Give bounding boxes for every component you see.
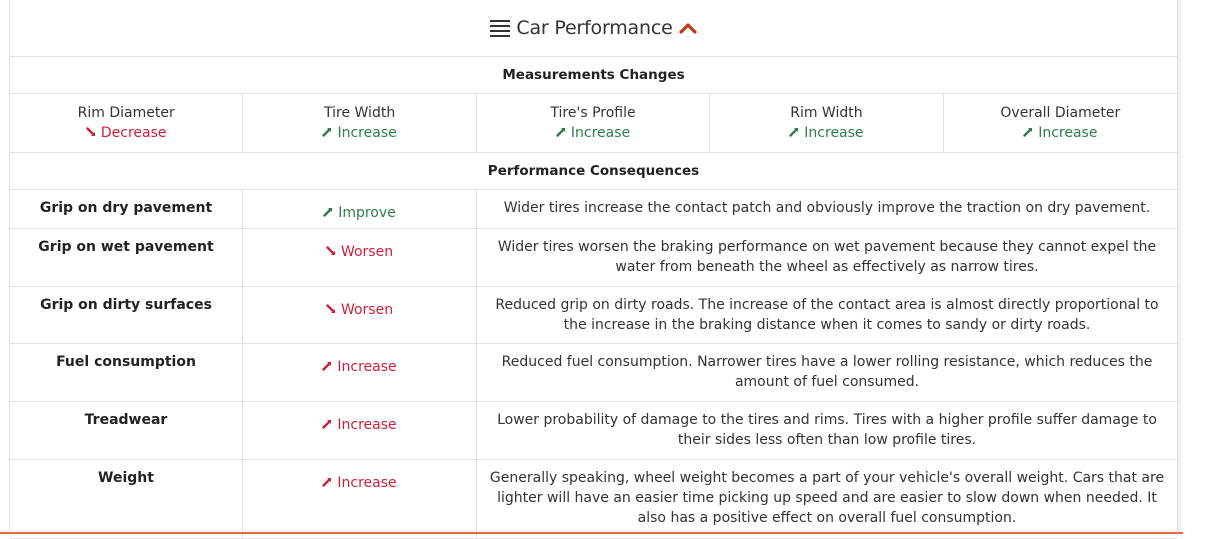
performance-status-text: Improve [338,205,396,221]
arrow-up-icon [556,125,571,141]
measurement-change [86,125,167,141]
measurement-change [556,125,630,141]
list-icon [490,19,510,37]
arrow-up-icon [322,359,337,375]
performance-name: Treadwear [10,402,243,459]
performance-status [243,190,477,228]
performance-status [243,402,477,459]
measurement-change-text: Increase [1038,125,1098,141]
performance-name: Grip on wet pavement [10,229,243,286]
performance-status-text: Increase [337,359,397,375]
performance-status-text: Worsen [340,302,394,318]
performance-status [243,460,477,538]
arrow-up-icon [322,125,337,141]
measurement-label: Tire's Profile [550,105,636,121]
arrow-up-icon [322,417,337,433]
measurement-change [789,125,863,141]
performance-description: Reduced fuel consumption. Narrower tires have a lower rolling resistance, which reduces the amount of fuel consumed. [501,354,1153,390]
performance-name: Grip on dry pavement [10,190,243,228]
performance-description: Reduced grip on dirty roads. The increase of the contact area is almost directly proportional to the increase in the braking distance when it comes to sandy or dirty roads. [495,297,1159,333]
performance-description: Generally speaking, wheel weight becomes a part of your vehicle's overall weight. Cars that are lighter will have an easier time picking up speed and are easier to slow down when needed. It also has a positive effect on overall fuel consumption. [489,470,1165,526]
measurement-label: Tire Width [324,105,396,121]
measurement-cell [477,94,710,152]
performance-status-text: Worsen [340,244,394,260]
performance-status-text: Increase [337,417,397,433]
measurement-change [1023,125,1097,141]
measurement-label: Rim Diameter [77,105,175,121]
measurement-change-text: Increase [570,125,631,141]
measurement-change-text: Increase [337,125,397,141]
measurement-cell [10,94,243,152]
arrow-down-icon [86,125,101,141]
table-row [10,229,1177,287]
panel-header[interactable] [10,0,1177,57]
measurement-label: Overall Diameter [1000,105,1121,121]
performance-description: Wider tires worsen the braking performance on wet pavement because they cannot expel the water from beneath the wheel as effectively as narrow tires. [497,239,1157,275]
measurement-change-text: Increase [804,125,864,141]
performance-status-text: Increase [337,475,397,491]
chevron-up-icon[interactable] [679,17,697,39]
panel-title: Car Performance [516,17,673,39]
performance-status [243,287,477,343]
panel-shadow [1178,0,1184,534]
arrow-up-icon [1023,125,1038,141]
measurement-change [322,125,396,141]
table-row [10,287,1177,344]
measurement-cell [710,94,943,152]
measurement-cell [944,94,1177,152]
performance-name: Grip on dirty surfaces [10,287,243,343]
table-row [10,402,1177,460]
performance-description: Lower probability of damage to the tires and rims. Tires with a higher profile suffer damage to their sides less often than low profile tires. [497,412,1157,448]
table-row [10,190,1177,229]
arrow-up-icon [322,475,337,491]
measurement-change-text: Decrease [100,125,167,141]
arrow-up-icon [323,205,338,221]
car-performance-panel [9,0,1178,534]
table-row [10,344,1177,402]
measurements-row [10,94,1177,153]
performance-status [243,229,477,286]
arrow-up-icon [789,125,804,141]
measurement-label: Rim Width [790,105,863,121]
table-row [10,460,1177,539]
performance-name: Weight [10,460,243,538]
arrow-down-icon [326,244,341,260]
arrow-down-icon [326,302,341,318]
performance-description: Wider tires increase the contact patch and obviously improve the traction on dry pavement. [503,200,1151,216]
performance-section-title: Performance Consequences [10,153,1177,190]
measurement-cell [243,94,476,152]
performance-name: Fuel consumption [10,344,243,401]
performance-table [10,190,1177,539]
measurements-section-title: Measurements Changes [10,57,1177,94]
performance-status [243,344,477,401]
